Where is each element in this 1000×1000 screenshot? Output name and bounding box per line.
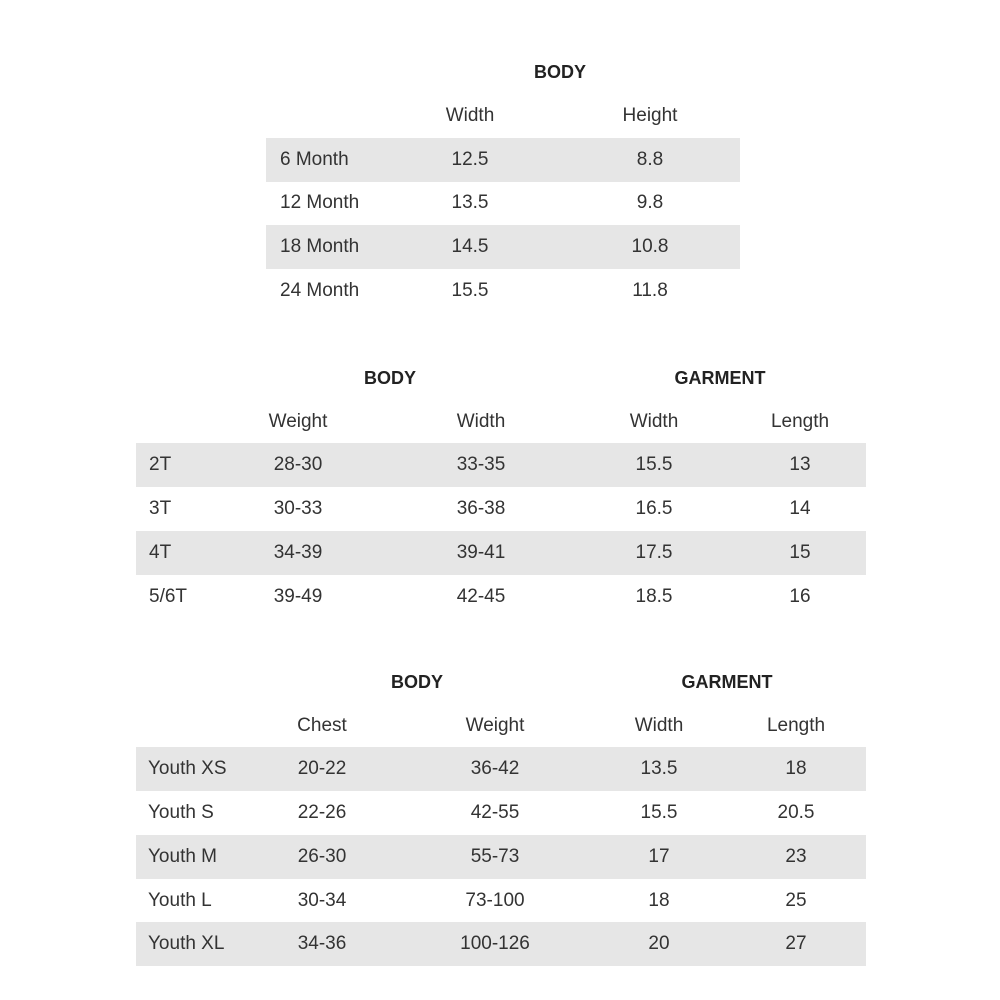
size-table-baby [266,60,740,320]
group-header-garment: GARMENT [681,672,773,692]
weight-value: 42-55 [470,802,520,823]
height-value: 11.8 [632,280,668,301]
table-row [136,791,866,835]
height-value: 10.8 [631,236,669,257]
size-label: 6 Month [280,149,349,170]
size-label: 3T [149,498,172,519]
size-label: Youth S [148,802,214,823]
width-value: 33-35 [456,454,506,475]
size-label: 24 Month [280,280,360,301]
size-label: 4T [149,542,172,563]
width-value: 36-38 [456,498,506,519]
size-label: Youth L [148,890,212,911]
size-label: Youth XL [148,933,225,954]
table-row [266,138,740,182]
table-row [266,181,740,225]
weight-value: 30-33 [273,498,323,519]
column-header-chest: Chest [297,715,347,736]
height-value: 9.8 [636,192,664,213]
table-row [136,922,866,966]
table-row [136,835,866,879]
size-label: 5/6T [149,586,188,607]
column-header-height: Height [622,105,678,126]
size-label: Youth XS [148,758,227,779]
size-table-toddler [136,366,866,626]
garment-width-value: 17.5 [635,542,673,563]
group-header-body: BODY [390,672,444,692]
weight-value: 36-42 [470,758,520,779]
table-row [136,487,866,531]
table-row [266,269,740,313]
height-value: 8.8 [636,149,664,170]
chest-value: 20-22 [297,758,347,779]
weight-value: 28-30 [273,454,323,475]
chest-value: 26-30 [297,846,347,867]
group-header-body: BODY [363,368,417,388]
width-value: 42-45 [456,586,506,607]
weight-value: 34-39 [273,542,323,563]
length-value: 20.5 [777,802,815,823]
garment-width-value: 18.5 [635,586,673,607]
weight-value: 39-49 [273,586,323,607]
chest-value: 34-36 [297,933,347,954]
width-value: 13.5 [640,758,678,779]
table-row [136,575,866,619]
width-value: 12.5 [451,149,489,170]
chest-value: 22-26 [297,802,347,823]
width-value: 14.5 [451,236,489,257]
column-header-length: Length [766,715,826,736]
width-value: 13.5 [451,192,489,213]
weight-value: 55-73 [470,846,520,867]
length-value: 14 [789,498,811,519]
column-header-width: Width [445,105,495,126]
group-header-garment: GARMENT [674,368,766,388]
table-row [136,443,866,487]
column-header-weight: Weight [465,715,525,736]
length-value: 23 [785,846,807,867]
width-value: 15.5 [451,280,489,301]
width-value: 15.5 [640,802,678,823]
table-row [136,747,866,791]
size-label: Youth M [148,846,218,867]
weight-value: 100-126 [460,933,530,954]
width-value: 18 [648,890,670,911]
length-value: 16 [789,586,811,607]
garment-width-value: 16.5 [635,498,673,519]
chest-value: 30-34 [297,890,347,911]
size-label: 12 Month [280,192,360,213]
column-header-garment-width: Width [629,411,679,432]
length-value: 25 [785,890,807,911]
length-value: 13 [789,454,811,475]
garment-width-value: 15.5 [635,454,673,475]
column-header-weight: Weight [268,411,328,432]
table-row [136,531,866,575]
column-header-width: Width [634,715,684,736]
column-header-width: Width [456,411,506,432]
length-value: 27 [785,933,807,954]
table-row [136,879,866,923]
weight-value: 73-100 [465,890,525,911]
width-value: 20 [648,933,670,954]
width-value: 39-41 [456,542,506,563]
table-row [266,225,740,269]
length-value: 15 [789,542,811,563]
column-header-length: Length [770,411,830,432]
length-value: 18 [785,758,807,779]
size-label: 2T [149,454,172,475]
width-value: 17 [648,846,670,867]
size-label: 18 Month [280,236,360,257]
size-table-youth [136,670,866,970]
group-header-body: BODY [533,62,587,82]
